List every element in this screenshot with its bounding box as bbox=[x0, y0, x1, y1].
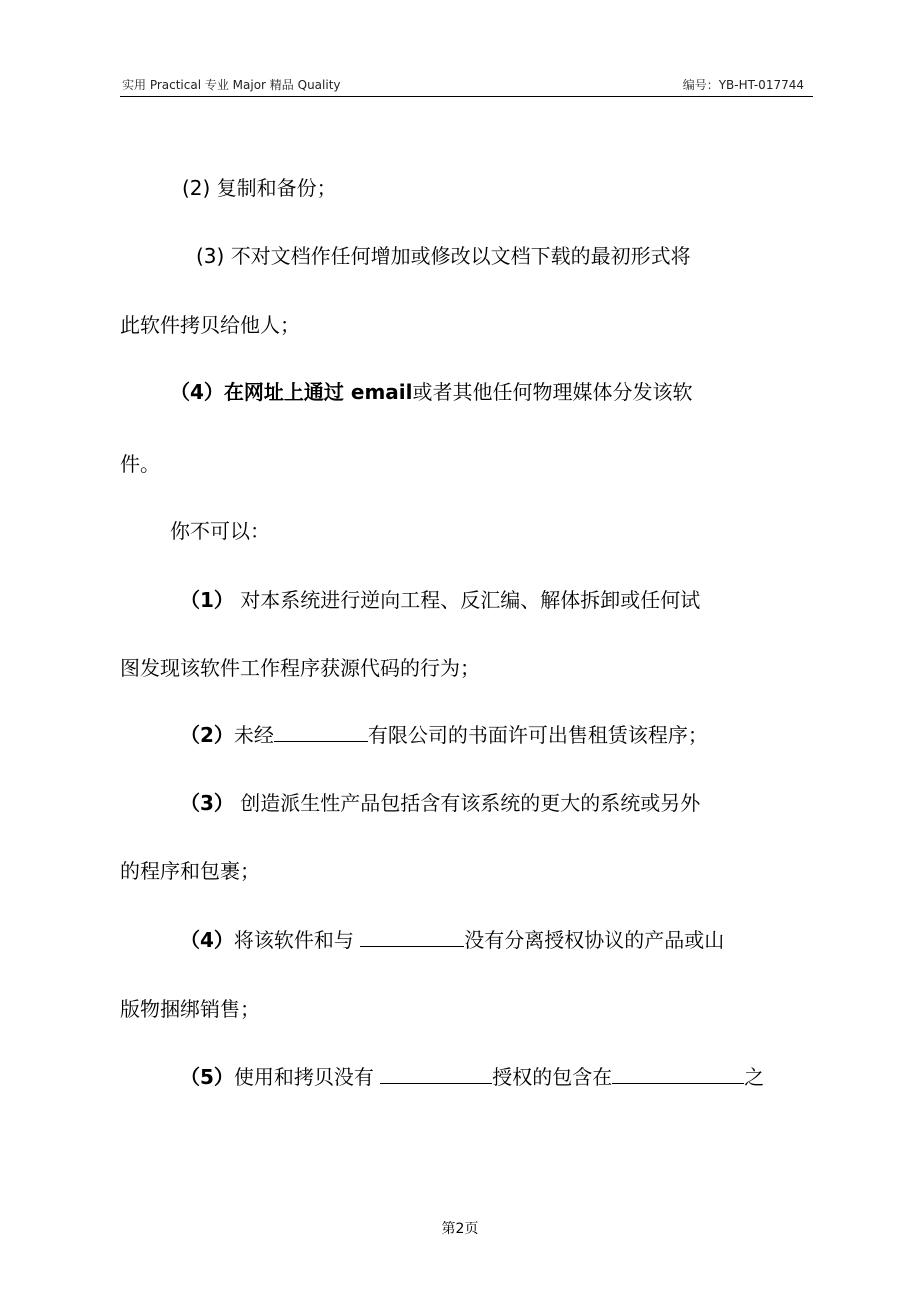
clause-no-modify: (3) 不对文档作任何增加或修改以文档下载的最初形式将 bbox=[196, 244, 691, 268]
blank-company-name bbox=[274, 722, 368, 742]
prohibition-5-number: （5） bbox=[180, 1065, 234, 1089]
prohibition-4 bbox=[180, 926, 724, 954]
clause-distribute-text: 或者其他任何物理媒体分发该软 bbox=[412, 380, 693, 404]
prohibition-5-text-b: 授权的包含在 bbox=[492, 1065, 613, 1089]
header-tagline: 实用 Practical 专业 Major 精品 Quality bbox=[122, 78, 341, 92]
blank-product bbox=[612, 1064, 744, 1084]
document-number: 编号：YB-HT-017744 bbox=[682, 78, 804, 92]
prohibition-4-number: （4） bbox=[180, 928, 234, 952]
prohibition-4-cont: 版物捆绑销售； bbox=[120, 997, 260, 1021]
prohibition-4-text-a: 将该软件和与 bbox=[233, 928, 361, 952]
clause-no-modify-cont: 此软件拷贝给他人； bbox=[120, 313, 300, 337]
prohibition-2-number: （2） bbox=[180, 723, 234, 747]
prohibitions-heading: 你不可以： bbox=[170, 519, 270, 543]
email-word: email bbox=[350, 380, 413, 404]
page-number: 第2页 bbox=[441, 1221, 479, 1237]
prohibition-5-text-c: 之 bbox=[744, 1065, 765, 1089]
prohibition-2 bbox=[180, 721, 708, 749]
prohibition-2-text-a: 未经 bbox=[233, 723, 274, 747]
blank-licensor bbox=[360, 927, 464, 947]
prohibition-5-text-a: 使用和拷贝没有 bbox=[233, 1065, 381, 1089]
clause-distribute bbox=[170, 378, 693, 406]
clause-distribute-prefix: （4）在网址上通过 bbox=[170, 380, 351, 404]
blank-authorizer bbox=[380, 1064, 492, 1084]
page-header bbox=[120, 77, 813, 97]
prohibition-3-number: （3） bbox=[180, 791, 234, 815]
clause-copy-backup: (2) 复制和备份； bbox=[182, 176, 337, 200]
prohibition-3-text: 创造派生性产品包括含有该系统的更大的系统或另外 bbox=[233, 791, 701, 815]
prohibition-4-text-b: 没有分离授权协议的产品或山 bbox=[464, 928, 725, 952]
prohibition-5 bbox=[180, 1063, 764, 1091]
prohibition-1 bbox=[180, 586, 700, 614]
prohibition-1-text: 对本系统进行逆向工程、反汇编、解体拆卸或任何试 bbox=[233, 588, 701, 612]
prohibition-1-number: （1） bbox=[180, 588, 234, 612]
clause-distribute-cont: 件。 bbox=[120, 452, 160, 476]
prohibition-1-cont: 图发现该软件工作程序获源代码的行为； bbox=[120, 656, 480, 680]
prohibition-3 bbox=[180, 789, 700, 817]
prohibition-2-text-b: 有限公司的书面许可出售租赁该程序； bbox=[367, 723, 708, 747]
prohibition-3-cont: 的程序和包裹； bbox=[120, 859, 260, 883]
